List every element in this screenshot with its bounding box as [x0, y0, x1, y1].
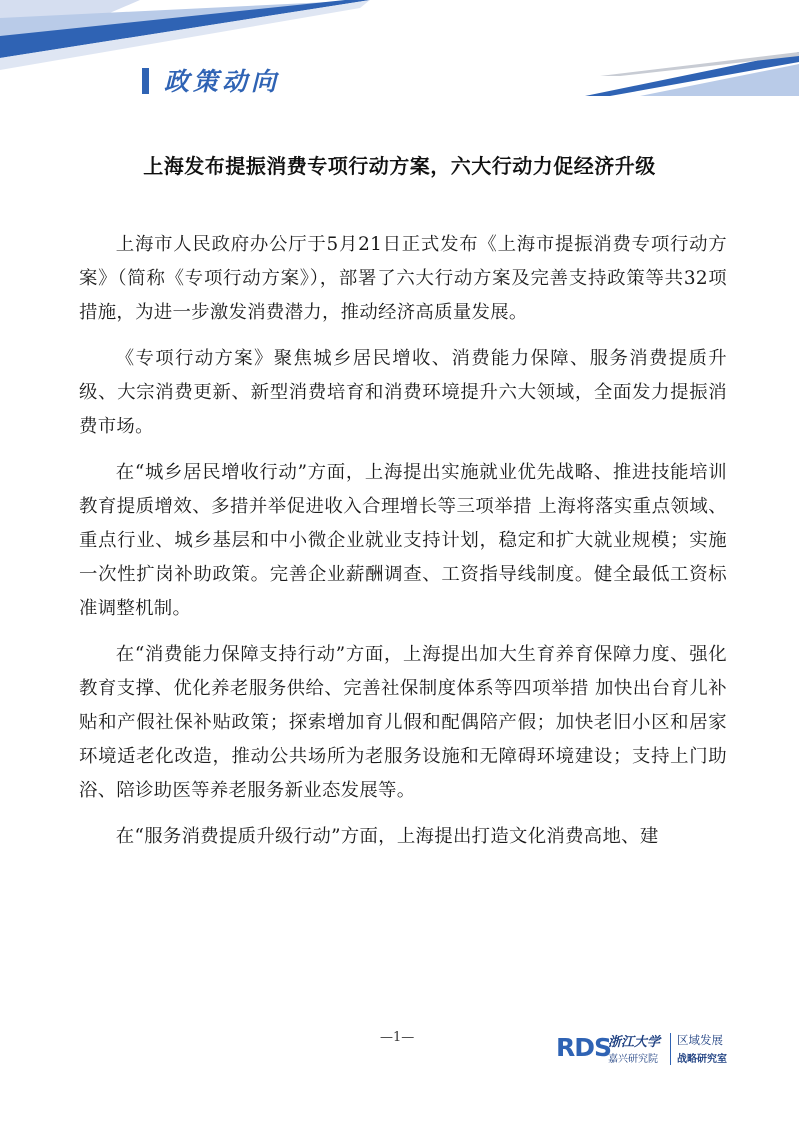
- paragraph-3: 在“城乡居民增收行动”方面，上海提出实施就业优先战略、推进技能培训教育提质增效、多措并举促进收入合理增长等三项举措 上海将落实重点领域、重点行业、城乡基层和中小微企业就业支持计划，稳定和扩大就业规模；实施一次性扩岗补助政策。完善企业薪酬调查、工资指导线制度。健全最低工资标准调整机制。: [79, 462, 727, 619]
- section-label: 政策动向: [164, 67, 281, 96]
- lab-name-line2: 战略研究室: [677, 1054, 727, 1065]
- paragraph-4: 在“消费能力保障支持行动”方面，上海提出加大生育养育保障力度、强化教育支撑、优化养老服务供给、完善社保制度体系等四项举措 加快出台育儿补贴和产假社保补贴政策；探索增加育儿假和配偶陪产假；加快老旧小区和居家环境适老化改造，推动公共场所为老服务设施和无障碍环境建设；支持上门助浴、陪诊助医等养老服务新业态发展等。: [79, 644, 727, 801]
- logo-divider: [670, 1033, 671, 1065]
- rds-logo-mark: RDS: [556, 1033, 612, 1062]
- lab-name-line1: 区域发展: [677, 1033, 723, 1047]
- university-name: 浙江大学: [608, 1035, 661, 1050]
- page-number: —1—: [380, 1030, 415, 1045]
- institute-name: 嘉兴研究院: [608, 1054, 658, 1065]
- paragraph-5: 在“服务消费提质升级行动”方面，上海提出打造文化消费高地、建: [115, 826, 659, 847]
- article-title: 上海发布提振消费专项行动方案，六大行动力促经济升级: [143, 154, 656, 178]
- institute-logo: [556, 1031, 736, 1067]
- paragraph-1: 上海市人民政府办公厅于5月21日正式发布《上海市提振消费专项行动方案》（简称《专项行动方案》），部署了六大行动方案及完善支持政策等共32项措施，为进一步激发消费潜力，推动经济高质量发展。: [79, 234, 727, 323]
- section-label-bar: [142, 68, 149, 94]
- article-body: [79, 228, 727, 866]
- paragraph-2: 《专项行动方案》聚焦城乡居民增收、消费能力保障、服务消费提质升级、大宗消费更新、新型消费培育和消费环境提升六大领域，全面发力提振消费市场。: [79, 348, 727, 437]
- header-decoration-left: [0, 0, 799, 110]
